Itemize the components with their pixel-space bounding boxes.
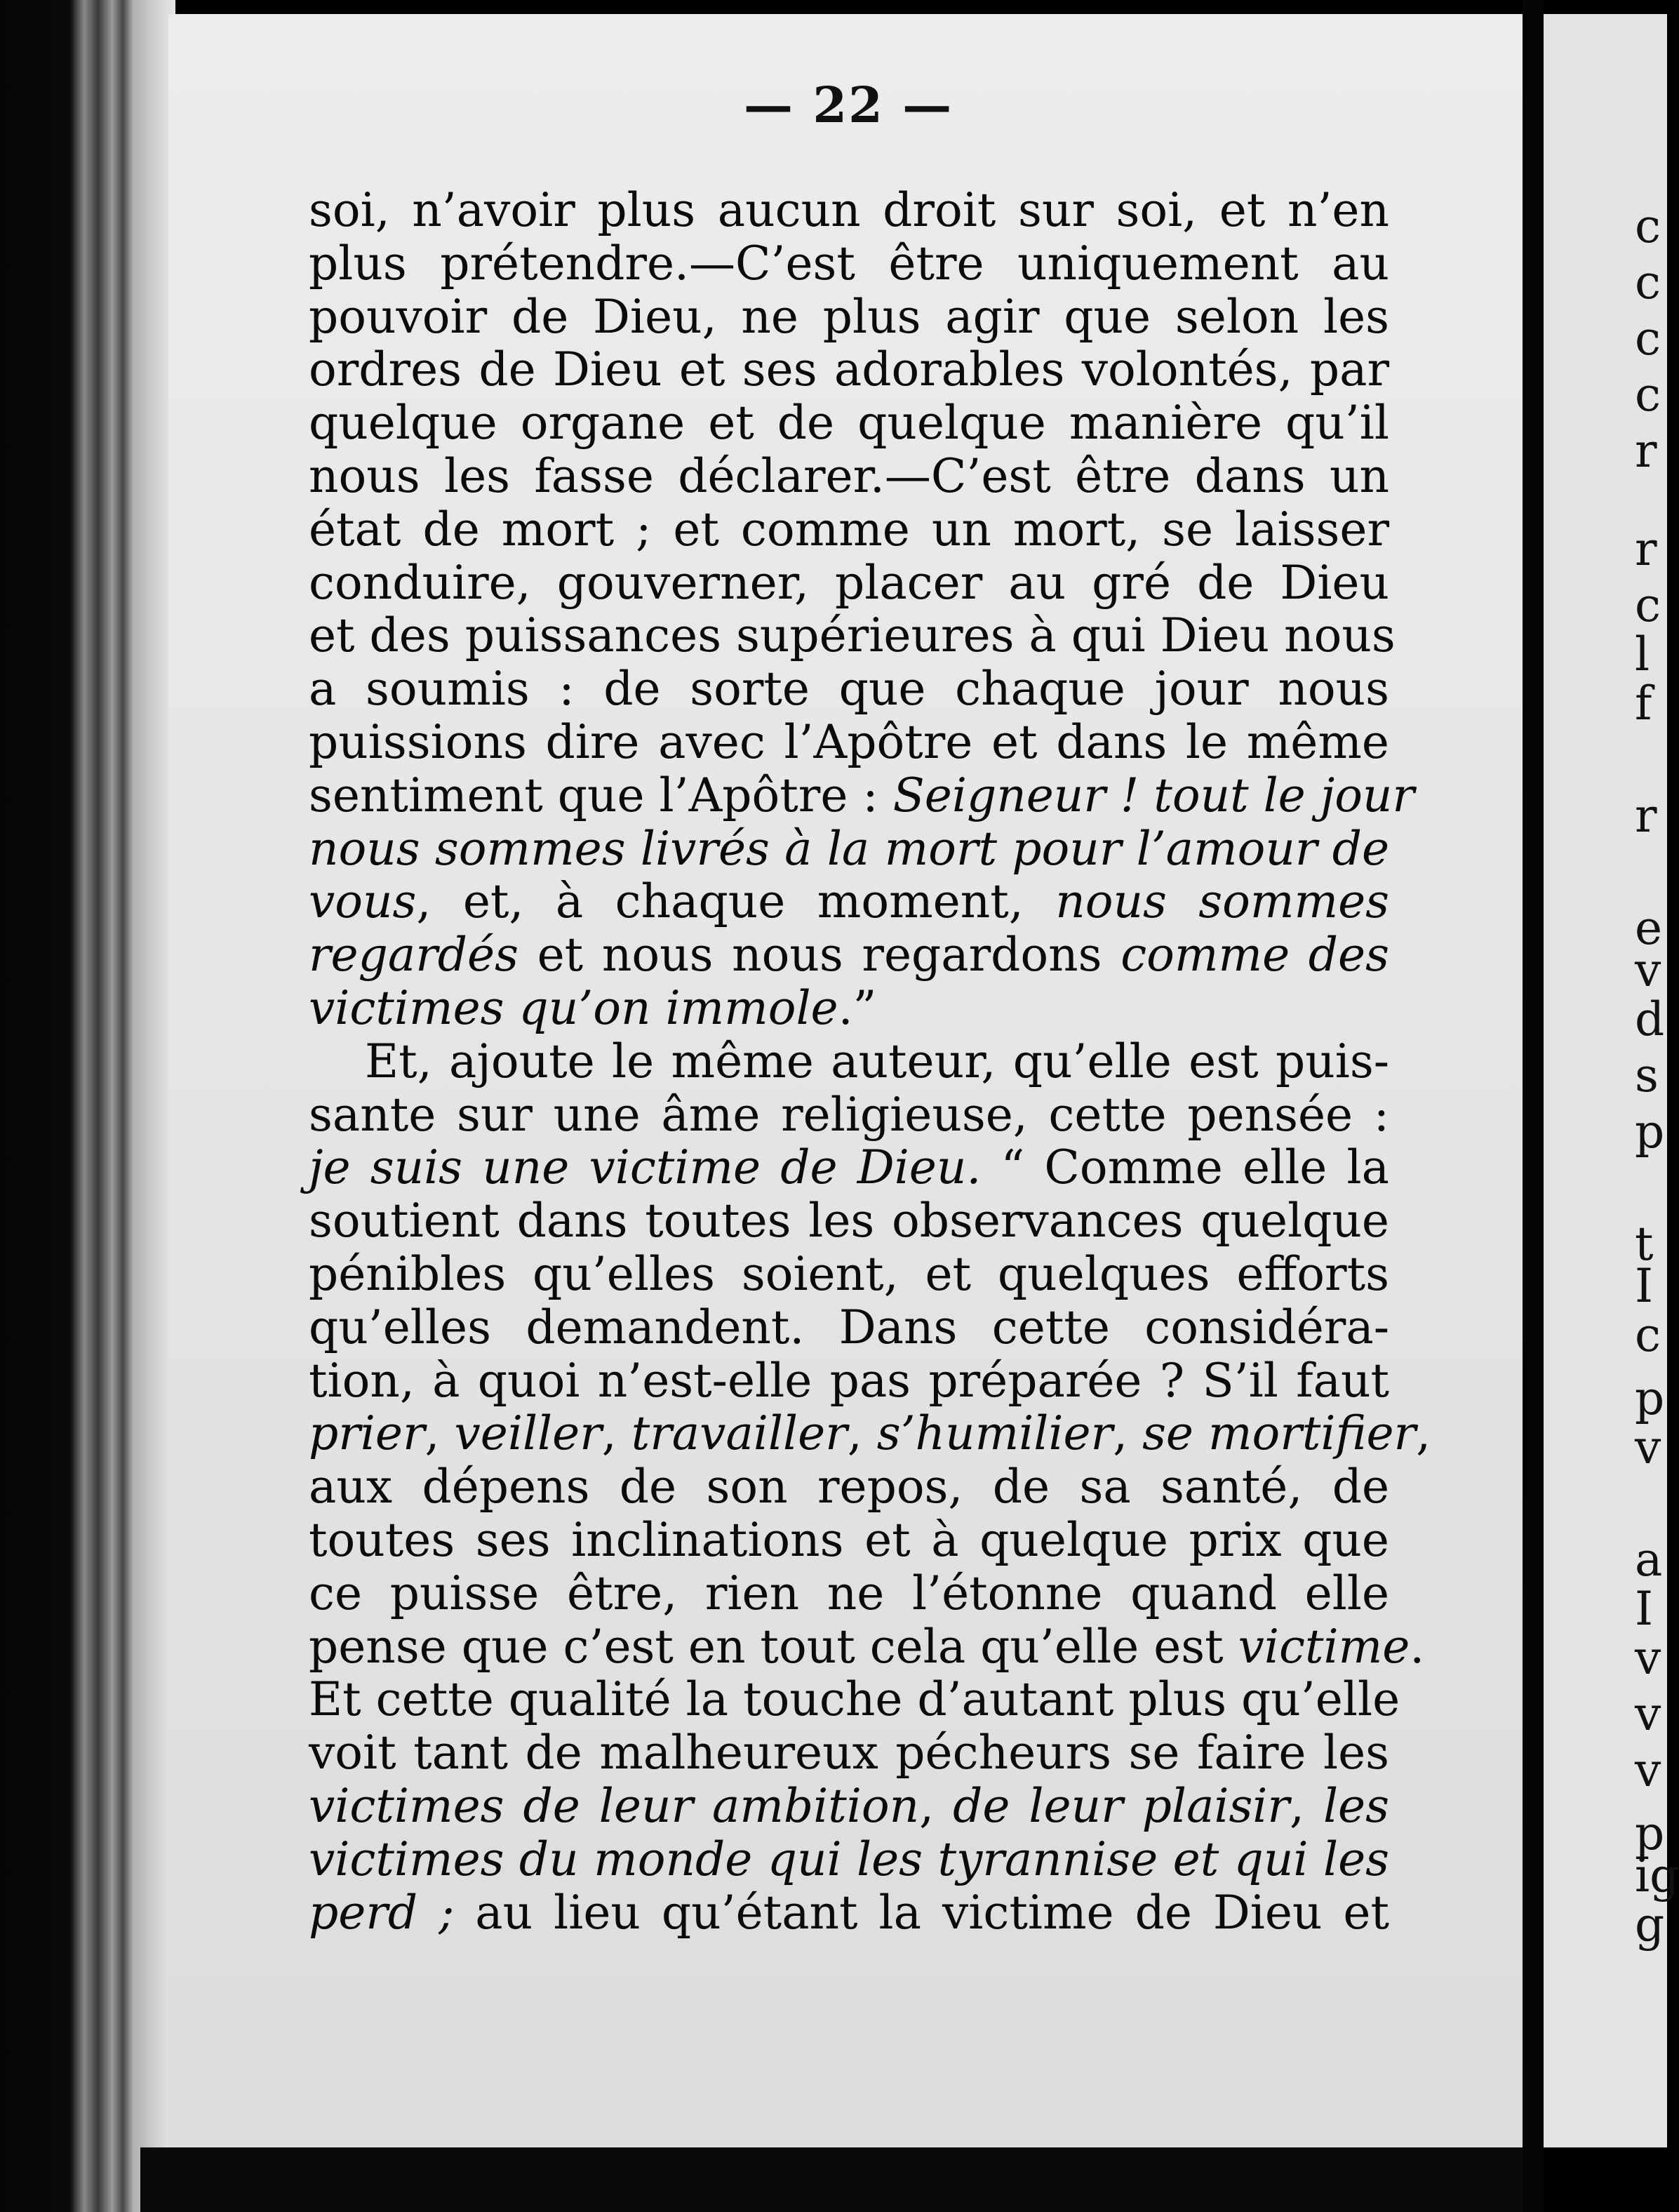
text-run: puissions dire avec l’Apôtre et dans le même: [309, 714, 1389, 769]
text-line: [309, 557, 1389, 610]
text-run: quelque organe et de quelque manière qu’il: [309, 396, 1389, 451]
italic-text: je suis une victime de Dieu.: [309, 1140, 982, 1195]
text-line: [309, 1035, 1389, 1088]
italic-text: Seigneur ! tout le jour: [892, 768, 1414, 822]
facing-page-letter: d: [1635, 992, 1665, 1046]
text-run: ,: [1416, 1406, 1431, 1461]
text-run: tion, à quoi n’est-elle pas préparée ? S’il faut: [309, 1353, 1389, 1408]
text-run: ,: [1289, 1778, 1323, 1833]
facing-page-letter: l: [1635, 627, 1650, 681]
text-line: [309, 397, 1389, 450]
text-line: [309, 1141, 1389, 1194]
book-gutter: [1523, 0, 1544, 2212]
text-line: [309, 662, 1389, 716]
facing-page-letter: c: [1635, 199, 1661, 253]
text-line: [309, 875, 1389, 928]
facing-page-letter: p: [1635, 1806, 1665, 1860]
italic-text: travailler: [631, 1406, 848, 1461]
italic-text: prier: [309, 1406, 425, 1461]
facing-page-letter: t: [1635, 1217, 1654, 1271]
text-run: et nous nous regardons: [518, 928, 1121, 982]
text-line: [309, 291, 1389, 344]
text-run: “ Comme elle la: [981, 1140, 1389, 1195]
text-line: [309, 1780, 1389, 1833]
facing-page-letter: p: [1635, 1371, 1665, 1425]
text-run: et des puissances supérieures à qui Dieu nous: [309, 608, 1396, 663]
facing-page-letter: c: [1635, 1308, 1661, 1362]
text-line: [309, 1726, 1389, 1780]
facing-page-letter: v: [1635, 1420, 1661, 1474]
italic-text: veiller: [454, 1406, 602, 1461]
text-run: conduire, gouverner, placer au gré de Dieu: [309, 555, 1389, 610]
text-run: .”: [838, 980, 877, 1035]
text-run: pénibles qu’elles soient, et quelques efforts: [309, 1246, 1389, 1301]
facing-page-letter: I: [1635, 1259, 1654, 1313]
text-line: [309, 343, 1389, 397]
text-run: ,: [1113, 1406, 1143, 1461]
facing-page-letter: v: [1635, 943, 1661, 997]
italic-text: s’humilier: [876, 1406, 1113, 1461]
facing-page-letter: a: [1635, 1533, 1663, 1587]
facing-page-letter: c: [1635, 578, 1661, 632]
text-line: [309, 1460, 1389, 1514]
text-run: Et, ajoute le même auteur, qu’elle est puis-: [365, 1034, 1389, 1088]
text-run: ,: [847, 1406, 877, 1461]
text-run: .: [1410, 1619, 1425, 1674]
text-line: [309, 503, 1389, 557]
italic-text: perd ;: [309, 1885, 455, 1940]
italic-text: vous: [309, 874, 417, 929]
text-line: [309, 450, 1389, 503]
facing-page-letter: I: [1635, 1582, 1654, 1636]
italic-text: victimes du monde qui les tyrannise et qui les: [309, 1832, 1389, 1886]
text-run: qu’elles demandent. Dans cette considéra-: [309, 1300, 1389, 1354]
body-text: [309, 183, 1431, 1940]
text-run: sante sur une âme religieuse, cette pensée :: [309, 1087, 1389, 1142]
text-run: pense que c’est en tout cela qu’elle est: [309, 1619, 1238, 1674]
text-line: [309, 716, 1389, 769]
text-run: ,: [424, 1406, 455, 1461]
text-line: [309, 1514, 1389, 1567]
text-line: [309, 982, 1389, 1035]
text-run: sentiment que l’Apôtre :: [309, 768, 893, 822]
text-run: ,: [601, 1406, 631, 1461]
italic-text: nous sommes livrés à la mort pour l’amour de: [309, 821, 1389, 876]
facing-page-letter: p: [1635, 1105, 1665, 1159]
facing-page-letter: r: [1635, 789, 1657, 843]
text-run: nous les fasse déclarer.—C’est être dans un: [309, 448, 1389, 503]
text-run: toutes ses inclinations et à quelque prix que: [309, 1512, 1389, 1567]
text-line: [309, 1248, 1389, 1301]
text-run: a soumis : de sorte que chaque jour nous: [309, 662, 1389, 717]
text-run: voit tant de malheureux pécheurs se faire les: [309, 1726, 1389, 1780]
italic-text: les: [1323, 1778, 1389, 1833]
book-binding-edge: [0, 0, 175, 2212]
text-run: soutient dans toutes les observances quelque: [309, 1194, 1389, 1248]
facing-page-letter: c: [1635, 312, 1661, 366]
text-run: , et, à chaque moment,: [416, 874, 1056, 929]
facing-page-letter: v: [1635, 1687, 1661, 1741]
facing-page-letter: r: [1635, 522, 1657, 576]
italic-text: victimes qu’on immole: [309, 980, 838, 1035]
text-line: [309, 768, 1414, 822]
text-run: ordres de Dieu et ses adorables volontés, par: [309, 342, 1389, 397]
text-line: [309, 1619, 1425, 1674]
facing-page-letter: s: [1635, 1048, 1659, 1102]
text-run: soi, n’avoir plus aucun droit sur soi, et n’en: [309, 183, 1389, 237]
text-line: [309, 608, 1396, 663]
text-line: [309, 1833, 1389, 1886]
text-run: Et cette qualité la touche d’autant plus qu’elle: [309, 1672, 1400, 1727]
text-line: [309, 1672, 1400, 1727]
facing-page-letter: r: [1635, 424, 1657, 478]
facing-page-letter: e: [1635, 901, 1663, 955]
facing-page-letter: v: [1635, 1631, 1661, 1685]
text-line: [309, 822, 1389, 876]
italic-text: nous sommes: [1055, 874, 1390, 929]
text-run: état de mort ; et comme un mort, se laisser: [309, 502, 1389, 557]
text-line: [309, 1354, 1389, 1408]
facing-page-letter: v: [1635, 1743, 1661, 1797]
text-line: [309, 1088, 1389, 1142]
facing-page-letter: c: [1635, 255, 1661, 309]
italic-text: se mortifier: [1142, 1406, 1417, 1461]
text-line: [309, 1194, 1389, 1248]
text-line: [309, 1567, 1389, 1620]
text-line: [309, 1406, 1431, 1461]
italic-text: victimes de leur ambition: [309, 1778, 920, 1833]
text-run: pouvoir de Dieu, ne plus agir que selon les: [309, 289, 1389, 344]
facing-page-fragment: [1544, 14, 1679, 2147]
text-line: [309, 237, 1389, 291]
text-run: aux dépens de son repos, de sa santé, de: [309, 1460, 1389, 1514]
italic-text: regardés: [309, 928, 519, 982]
page-number: — 22 —: [744, 76, 954, 134]
italic-text: de leur plaisir: [953, 1778, 1290, 1833]
text-run: ce puisse être, rien ne l’étonne quand elle: [309, 1566, 1389, 1620]
facing-page-letter: c: [1635, 368, 1661, 422]
text-line: [309, 1886, 1389, 1940]
italic-text: comme des: [1121, 928, 1389, 982]
text-line: [309, 928, 1389, 982]
text-run: ,: [919, 1778, 954, 1833]
facing-page-letter: f: [1635, 677, 1652, 731]
text-line: [309, 1301, 1389, 1354]
facing-page-letter: ig: [1635, 1848, 1679, 1903]
italic-text: victime: [1238, 1619, 1410, 1674]
text-run: plus prétendre.—C’est être uniquement au: [309, 236, 1389, 291]
text-line: [309, 184, 1389, 237]
facing-page-letter: g: [1635, 1898, 1665, 1952]
scan-border-bottom: [140, 2147, 1544, 2212]
text-run: au lieu qu’étant la victime de Dieu et: [454, 1885, 1389, 1940]
